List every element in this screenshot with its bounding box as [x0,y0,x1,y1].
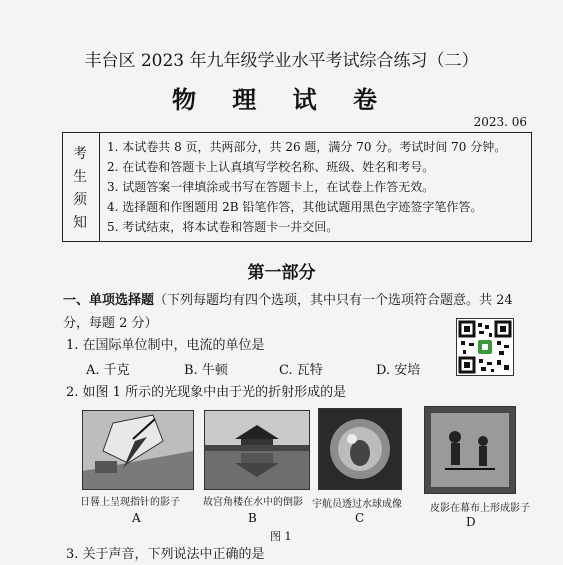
image-a-letter: A [132,511,141,525]
section-title: 第一部分 [247,263,316,283]
image-b-caption: 故宫角楼在水中的倒影 [203,497,303,508]
image-d-caption: 皮影在幕布上形成影子 [430,503,530,514]
candidate-notice-box [62,132,532,242]
notice-label-char: 生 [73,169,87,185]
notice-item: 4. 选择题和作图题用 2B 铅笔作答，其他试题用黑色字迹签字笔作答。 [107,200,483,214]
question-3-stem: 3. 关于声音，下列说法中正确的是 [66,547,265,562]
notice-item: 1. 本试卷共 8 页，共两部分，共 26 题，满分 70 分。考试时间 70 分钟。 [107,140,507,154]
notice-label-char: 须 [73,192,87,208]
option-b: B. 牛顿 [184,363,228,378]
exam-date: 2023. 06 [473,115,527,129]
qr-code-icon [456,318,514,376]
question-1-stem: 1. 在国际单位制中，电流的单位是 [66,338,265,353]
water-ball-photo [318,408,402,490]
option-c: C. 瓦特 [279,363,323,378]
notice-label [63,133,100,241]
shadow-puppet-photo [424,406,516,494]
section-heading-rest: （下列每题均有四个选项，其中只有一个选项符合题意。共 24 分，每题 2 分） [63,293,513,331]
question-2-stem: 2. 如图 1 所示的光现象中由于光的折射形成的是 [66,385,347,400]
notice-label-char: 考 [73,146,87,162]
palace-reflection-photo [204,410,310,490]
notice-list [107,137,525,237]
notice-item: 2. 在试卷和答题卡上认真填写学校名称、班级、姓名和考号。 [107,160,435,174]
figure-label: 图 1 [270,530,292,543]
notice-label-char: 知 [73,215,87,231]
option-d: D. 安培 [376,363,421,378]
notice-item: 5. 考试结束，将本试卷和答题卡一并交回。 [107,220,339,234]
image-a-caption: 日晷上呈现指针的影子 [80,497,180,508]
image-d-letter: D [466,515,476,529]
option-a: A. 千克 [86,363,130,378]
exam-title: 丰台区 2023 年九年级学业水平考试综合练习（二） [84,51,479,71]
notice-item: 3. 试题答案一律填涂或书写在答题卡上，在试卷上作答无效。 [107,180,435,194]
image-c-letter: C [355,511,365,525]
sundial-photo [82,410,194,490]
section-heading-bold: 一、单项选择题 [63,293,155,308]
image-c-caption: 宇航员透过水球成像 [312,499,402,510]
image-b-letter: B [248,511,257,525]
subject-title: 物 理 试 卷 [171,85,392,114]
